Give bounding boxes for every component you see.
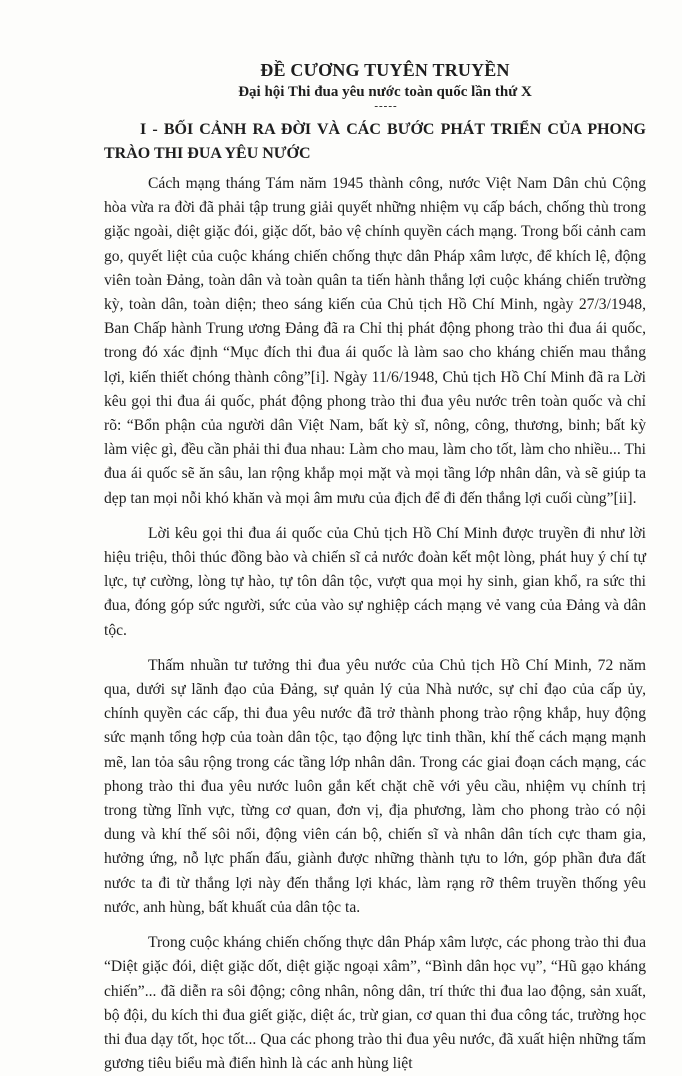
section-heading: I - BỐI CẢNH RA ĐỜI VÀ CÁC BƯỚC PHÁT TRIỂN CỦA PHONG TRÀO THI ĐUA YÊU NƯỚC <box>104 121 646 162</box>
document-title: ĐỀ CƯƠNG TUYÊN TRUYỀN <box>260 60 510 80</box>
title-divider: ----- <box>374 100 398 112</box>
paragraph-2: Lời kêu gọi thi đua ái quốc của Chủ tịch Hồ Chí Minh được truyền đi như lời hiệu triệu, thôi thúc đồng bào và chiến sĩ cả nước đoàn kết một lòng, phát huy ý chí tự lực, tự cường, lòng tự hào, tự tôn dân tộc, vượt qua mọi hy sinh, gian khổ, ra sức thi đua, đóng góp sức người, sức của vào sự nghiệp cách mạng vẻ vang của Đảng và dân tộc. <box>104 524 646 639</box>
paragraph-4: Trong cuộc kháng chiến chống thực dân Pháp xâm lược, các phong trào thi đua “Diệt giặc đói, diệt giặc dốt, diệt giặc ngoại xâm”, “Bình dân học vụ”, “Hũ gạo kháng chiến”... đã diễn ra sôi động; công nhân, nông dân, trí thức thi đua lao động, sản xuất, bộ đội, du kích thi đua giết giặc, diệt ác, trừ gian, cơ quan thi đua công tác, trường học thi đua dạy tốt, học tốt... Qua các phong trào thi đua yêu nước, đã xuất hiện những tấm gương tiêu biểu mà điển hình là các anh hùng liệt <box>104 934 646 1073</box>
paragraph-1: Cách mạng tháng Tám năm 1945 thành công, nước Việt Nam Dân chủ Cộng hòa vừa ra đời đã phải tập trung giải quyết những nhiệm vụ cấp bách, chống thù trong giặc ngoài, diệt giặc đói, giặc dốt, bảo vệ chính quyền cách mạng. Trong bối cảnh cam go, quyết liệt của cuộc kháng chiến chống thực dân Pháp xâm lược, để khích lệ, động viên toàn Đảng, toàn dân và toàn quân ta tiến hành thắng lợi cuộc kháng chiến trường kỳ, toàn dân, toàn diện; theo sáng kiến của Chủ tịch Hồ Chí Minh, ngày 27/3/1948, Ban Chấp hành Trung ương Đảng đã ra Chỉ thị phát động phong trào thi đua ái quốc, trong đó xác định “Mục đích thi đua ái quốc là làm sao cho kháng chiến mau thắng lợi, kiến thiết chóng thành công”[i]. Ngày 11/6/1948, Chủ tịch Hồ Chí Minh đã ra Lời kêu gọi thi đua ái quốc, phát động phong trào thi đua yêu nước trên toàn quốc và chỉ rõ: “Bổn phận của người dân Việt Nam, bất kỳ sĩ, nông, công, thương, binh; bất kỳ làm việc gì, đều cần phải thi đua nhau: Làm cho mau, làm cho tốt, làm cho nhiều... Thi đua ái quốc sẽ ăn sâu, lan rộng khắp mọi mặt và mọi tầng lớp nhân dân, và sẽ giúp ta dẹp tan mọi nỗi khó khăn và mọi âm mưu của địch để đi đến thắng lợi cuối cùng”[ii]. <box>104 175 646 507</box>
document-subtitle: Đại hội Thi đua yêu nước toàn quốc lần thứ X <box>238 84 532 100</box>
paragraph-3: Thấm nhuần tư tưởng thi đua yêu nước của Chủ tịch Hồ Chí Minh, 72 năm qua, dưới sự lãnh đạo của Đảng, sự quản lý của Nhà nước, sự chỉ đạo của cấp ủy, chính quyền các cấp, thi đua yêu nước đã trở thành phong trào rộng khắp, huy động sức mạnh tổng hợp của toàn dân tộc, tạo động lực tinh thần, khí thế cách mạng mạnh mẽ, lan tỏa sâu rộng trong các tầng lớp nhân dân. Trong các giai đoạn cách mạng, các phong trào thi đua yêu nước luôn gắn kết chặt chẽ với yêu cầu, nhiệm vụ chính trị trong từng lĩnh vực, từng cơ quan, đơn vị, địa phương, làm cho phong trào có nội dung và khí thế sôi nổi, động viên cán bộ, chiến sĩ và nhân dân tích cực tham gia, hưởng ứng, nỗ lực phấn đấu, giành được những thành tựu to lớn, góp phần đưa đất nước ta đi từ thắng lợi này đến thắng lợi khác, làm rạng rỡ thêm truyền thống yêu nước, anh hùng, bất khuất của dân tộc ta. <box>104 656 646 916</box>
